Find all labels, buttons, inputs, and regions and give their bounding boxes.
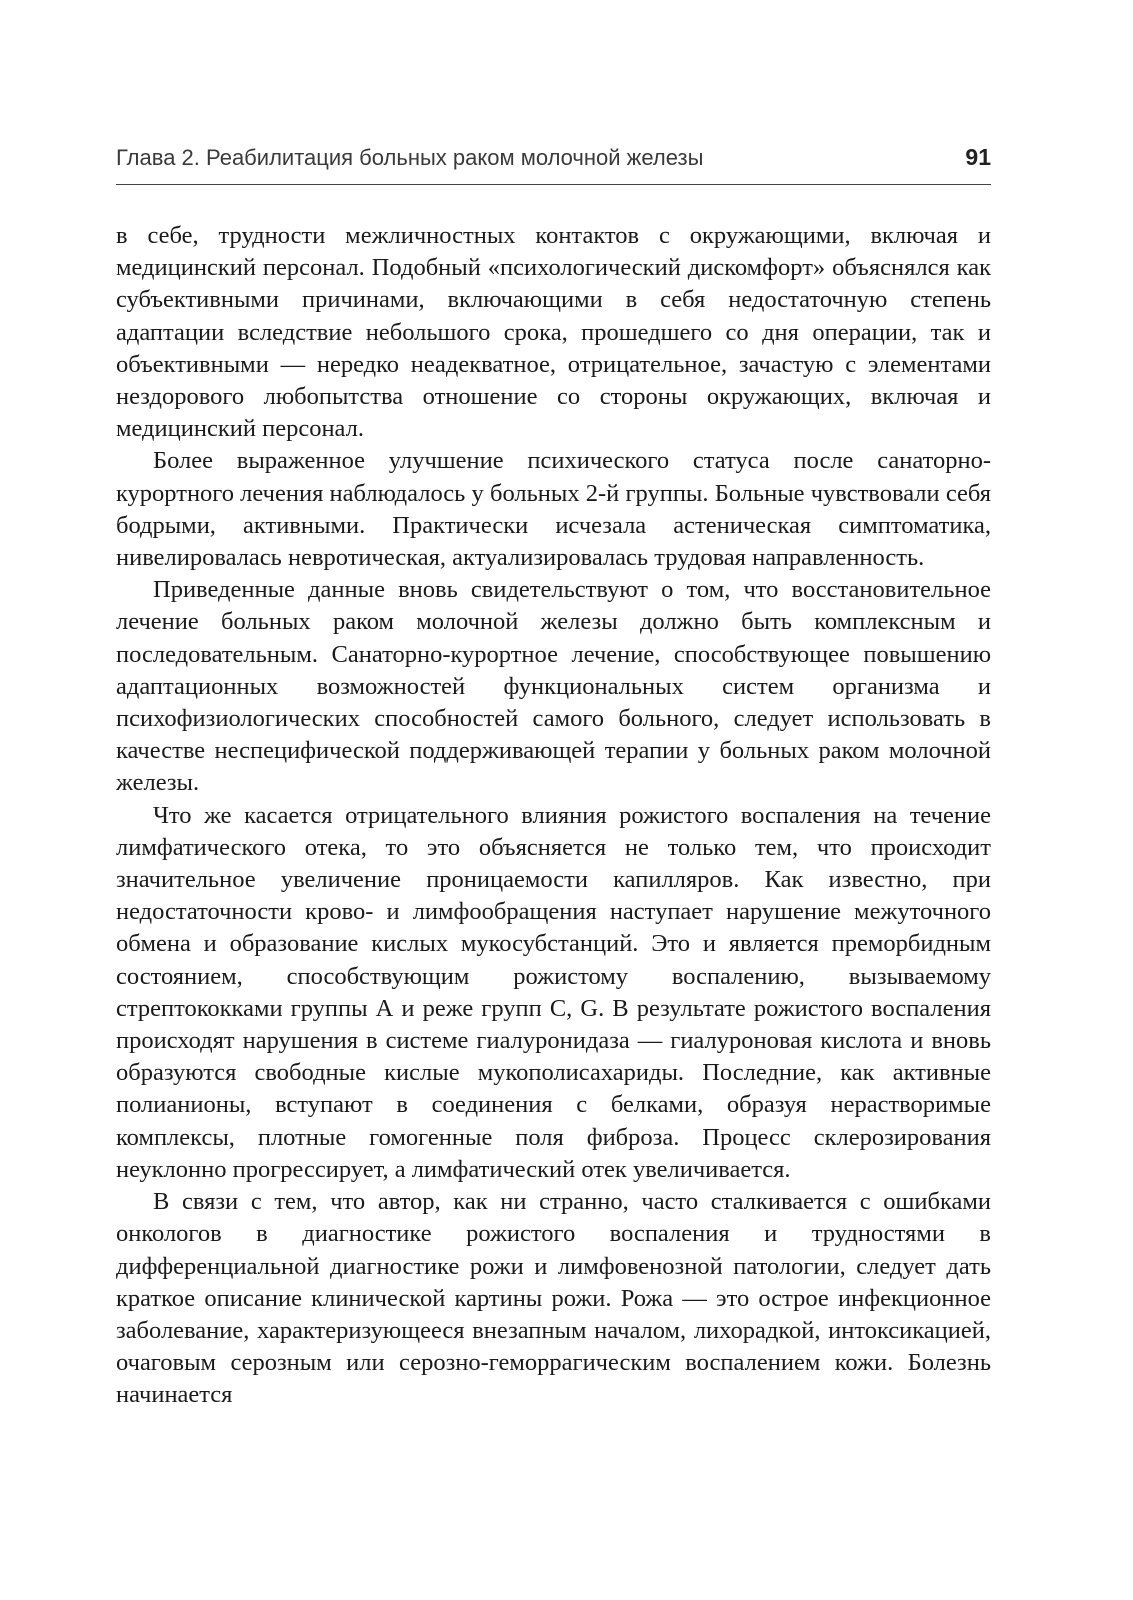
paragraph: Приведенные данные вновь свидетельствуют о том, что восстановительное лечение больных раком молочной железы должно быть комплексным и последовательным. Санаторно-курортное лечение, способствующее повышению адаптационных возможностей функциональных систем организма и психофизиологических способностей самого больного, следует использовать в качестве неспецифической поддерживающей терапии у больных раком молочной железы. — [116, 576, 991, 797]
paragraph: В связи с тем, что автор, как ни странно, часто сталкивается с ошибками онкологов в диагностике рожистого воспаления и трудностями в дифференциальной диагностике рожи и лимфовенозной патологии, следует дать краткое описание клинической картины рожи. Рожа — это острое инфекционное заболевание, характеризующееся внезапным началом, лихорадкой, интоксикацией, очаговым серозным или серозно-геморрагическим воспалением кожи. Болезнь начинается — [116, 1188, 991, 1409]
book-page — [116, 144, 991, 1412]
paragraph: Что же касается отрицательного влияния рожистого воспаления на течение лимфатического отека, то это объясняется не только тем, что происходит значительное увеличение проницаемости капилляров. Как известно, при недостаточности крово- и лимфообращения наступает нарушение межуточного обмена и образование кислых мукосубстанций. Это и является преморбидным состоянием, способствующим рожистому воспалению, вызываемому стрептококками группы А и реже групп С, G. В результате рожистого воспаления происходят нарушения в системе гиалуронидаза — гиалуроновая кислота и вновь образуются свободные кислые мукополисахариды. Последние, как активные полианионы, вступают в соединения с белками, образуя нерастворимые комплексы, плотные гомогенные поля фиброза. Процесс склерозирования неуклонно прогрессирует, а лимфатический отек увеличивается. — [116, 801, 991, 1183]
page-number: 91 — [965, 144, 991, 170]
paragraph: в себе, трудности межличностных контактов с окружающими, включая и медицинский персонал. Подобный «психологический дискомфорт» объяснялся как субъективными причинами, включающими в себя недостаточную степень адаптации вследствие небольшого срока, прошедшего со дня операции, так и объективными — нередко неадекватное, отрицательное, зачастую с элементами нездорового любопытства отношение со стороны окружающих, включая и медицинский персонал. — [116, 222, 991, 443]
paragraph: Более выраженное улучшение психического статуса после санаторно-курортного лечения наблюдалось у больных 2-й группы. Больные чувствовали себя бодрыми, активными. Практически исчезала астеническая симптоматика, нивелировалась невротическая, актуализировалась трудовая направленность. — [116, 447, 991, 572]
body-text — [116, 220, 991, 1412]
running-header — [116, 144, 991, 185]
chapter-title: Глава 2. Реабилитация больных раком молочной железы — [116, 145, 704, 170]
